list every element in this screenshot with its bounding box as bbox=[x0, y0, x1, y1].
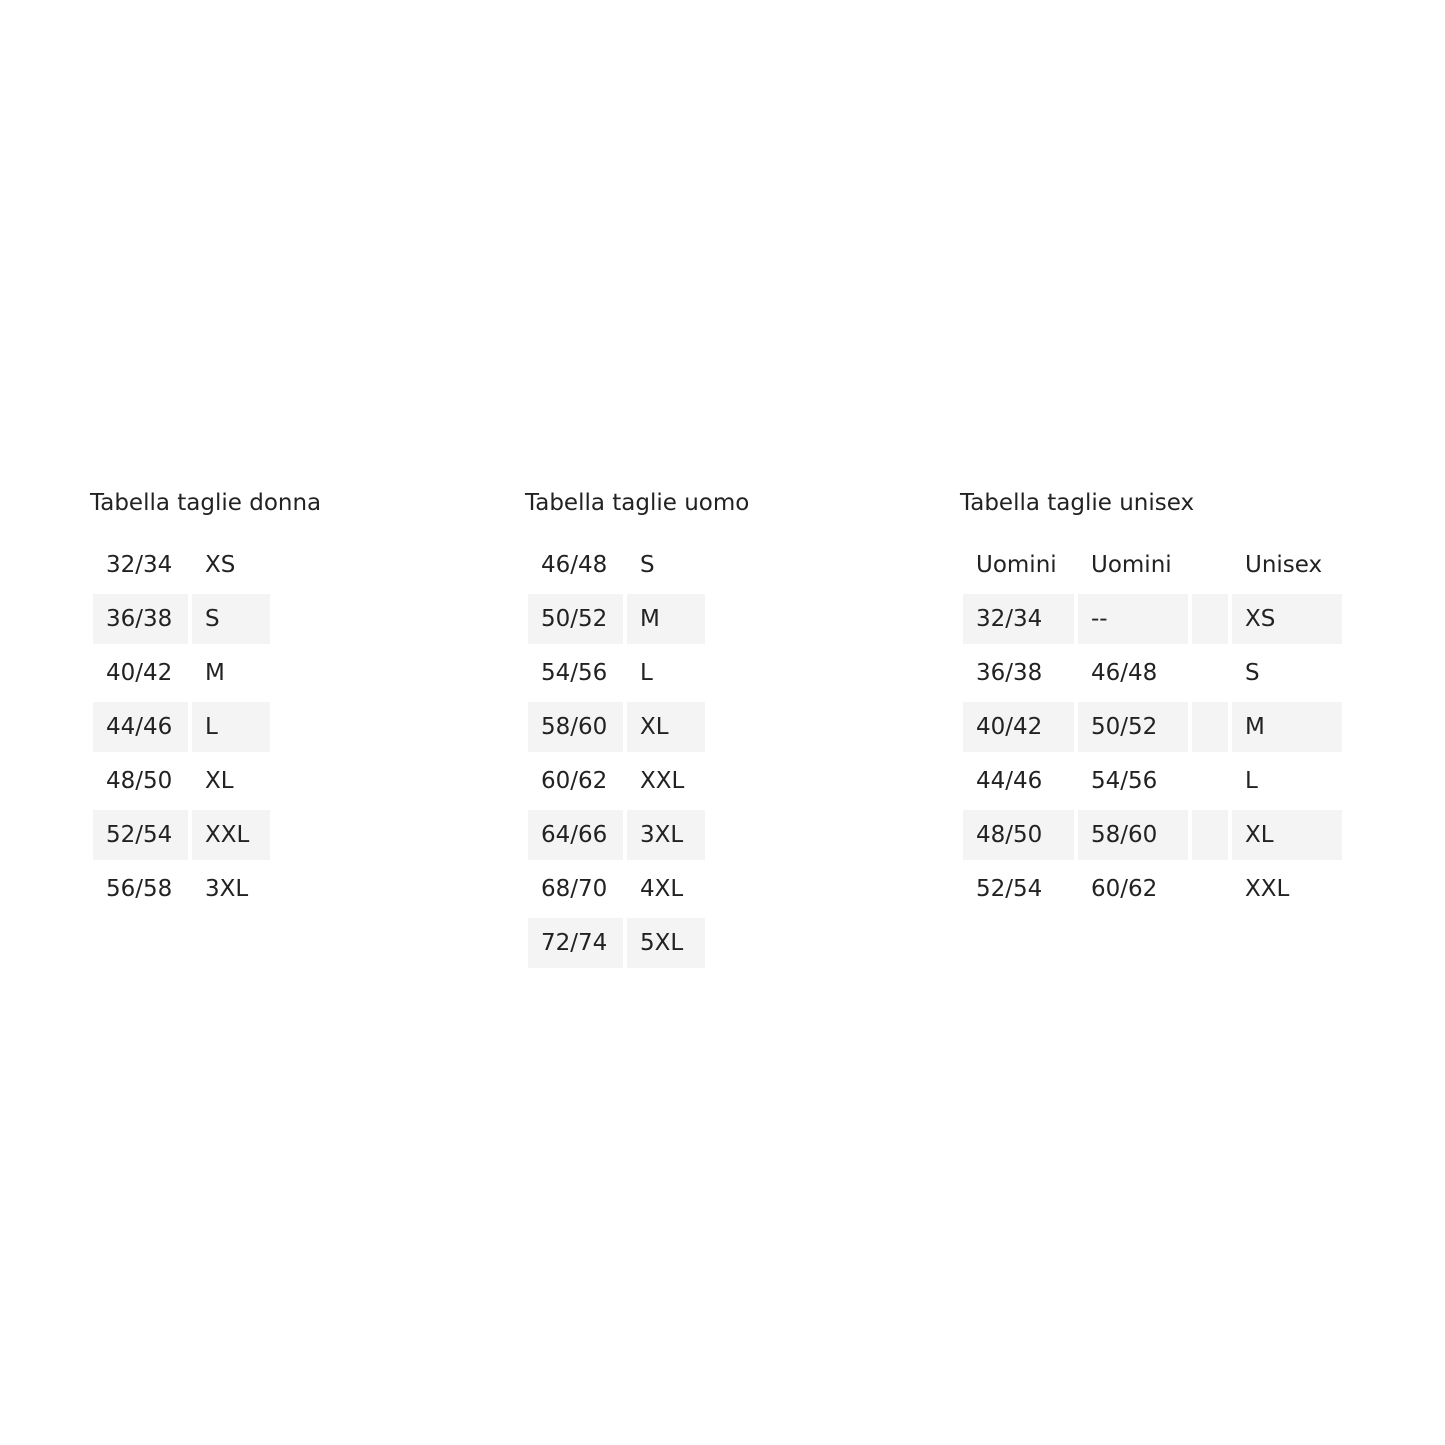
table-cell-it-size: 40/42 bbox=[106, 660, 173, 686]
table-cell-women-size: 36/38 bbox=[976, 660, 1043, 686]
table-cell-it-size: 32/34 bbox=[106, 552, 173, 578]
table-cell-letter-size: S bbox=[192, 594, 270, 644]
table-row bbox=[528, 702, 705, 752]
table-cell-it-size: 60/62 bbox=[541, 768, 608, 794]
table-cell-it-size: 72/74 bbox=[528, 918, 623, 968]
table-cell-empty bbox=[1192, 702, 1228, 752]
section-title-men: Tabella taglie uomo bbox=[525, 490, 750, 516]
table-row bbox=[963, 864, 1342, 914]
table-cell-unisex-size: XS bbox=[1232, 594, 1342, 644]
table-row bbox=[93, 810, 270, 860]
table-header-cell: Uomini bbox=[976, 552, 1057, 578]
table-cell-it-size: 64/66 bbox=[528, 810, 623, 860]
table-cell-it-size: 56/58 bbox=[106, 876, 173, 902]
table-row bbox=[528, 594, 705, 644]
table-cell-women-size: 32/34 bbox=[963, 594, 1074, 644]
size-table-women bbox=[89, 536, 274, 918]
section-title-unisex: Tabella taglie unisex bbox=[960, 490, 1195, 516]
table-cell-it-size: 36/38 bbox=[93, 594, 188, 644]
table-cell-men-size: -- bbox=[1078, 594, 1188, 644]
table-row bbox=[963, 756, 1342, 806]
table-row bbox=[963, 594, 1342, 644]
table-cell-empty bbox=[1192, 756, 1228, 806]
table-row bbox=[93, 540, 270, 590]
table-cell-it-size: 54/56 bbox=[541, 660, 608, 686]
table-cell-unisex-size: XXL bbox=[1245, 876, 1290, 902]
table-row bbox=[963, 648, 1342, 698]
table-row bbox=[528, 648, 705, 698]
table-cell-it-size: 52/54 bbox=[93, 810, 188, 860]
table-cell-it-size: 48/50 bbox=[106, 768, 173, 794]
table-header-cell bbox=[1192, 540, 1228, 590]
table-cell-empty bbox=[1192, 810, 1228, 860]
table-cell-it-size: 44/46 bbox=[93, 702, 188, 752]
table-cell-letter-size: XXL bbox=[640, 768, 685, 794]
table-cell-men-size: 50/52 bbox=[1078, 702, 1188, 752]
table-cell-letter-size: 5XL bbox=[627, 918, 705, 968]
table-cell-it-size: 50/52 bbox=[528, 594, 623, 644]
table-cell-women-size: 48/50 bbox=[963, 810, 1074, 860]
size-chart-women bbox=[90, 486, 321, 918]
table-cell-letter-size: XL bbox=[627, 702, 705, 752]
table-cell-men-size: 60/62 bbox=[1091, 876, 1158, 902]
size-chart-men bbox=[525, 486, 749, 972]
table-cell-letter-size: L bbox=[192, 702, 270, 752]
table-header-row bbox=[963, 540, 1342, 590]
table-cell-letter-size: M bbox=[205, 660, 225, 686]
table-row bbox=[963, 702, 1342, 752]
table-cell-empty bbox=[1192, 648, 1228, 698]
table-row bbox=[93, 648, 270, 698]
table-row bbox=[528, 918, 705, 968]
table-cell-empty bbox=[1192, 594, 1228, 644]
table-row bbox=[528, 810, 705, 860]
table-cell-it-size: 68/70 bbox=[541, 876, 608, 902]
table-cell-women-size: 40/42 bbox=[963, 702, 1074, 752]
table-cell-letter-size: L bbox=[640, 660, 653, 686]
table-row bbox=[93, 864, 270, 914]
table-cell-letter-size: 3XL bbox=[627, 810, 705, 860]
table-cell-letter-size: XS bbox=[205, 552, 236, 578]
table-row bbox=[93, 702, 270, 752]
table-row bbox=[93, 594, 270, 644]
table-cell-unisex-size: L bbox=[1245, 768, 1258, 794]
size-chart-unisex bbox=[960, 486, 1346, 918]
section-title-women: Tabella taglie donna bbox=[90, 490, 322, 516]
table-header-cell: Unisex bbox=[1245, 552, 1323, 578]
table-cell-it-size: 58/60 bbox=[528, 702, 623, 752]
table-cell-men-size: 46/48 bbox=[1091, 660, 1158, 686]
table-cell-it-size: 46/48 bbox=[541, 552, 608, 578]
table-cell-letter-size: XXL bbox=[192, 810, 270, 860]
table-cell-men-size: 58/60 bbox=[1078, 810, 1188, 860]
size-table-unisex bbox=[959, 536, 1346, 918]
table-row bbox=[528, 864, 705, 914]
table-row bbox=[963, 810, 1342, 860]
table-row bbox=[528, 540, 705, 590]
table-cell-unisex-size: S bbox=[1245, 660, 1260, 686]
table-cell-empty bbox=[1192, 864, 1228, 914]
table-cell-women-size: 52/54 bbox=[976, 876, 1043, 902]
table-row bbox=[93, 756, 270, 806]
table-cell-letter-size: 4XL bbox=[640, 876, 684, 902]
table-cell-men-size: 54/56 bbox=[1091, 768, 1158, 794]
table-row bbox=[528, 756, 705, 806]
table-cell-letter-size: M bbox=[627, 594, 705, 644]
table-cell-unisex-size: XL bbox=[1232, 810, 1342, 860]
table-header-cell: Uomini bbox=[1091, 552, 1172, 578]
table-cell-letter-size: 3XL bbox=[205, 876, 249, 902]
table-cell-unisex-size: M bbox=[1232, 702, 1342, 752]
table-cell-women-size: 44/46 bbox=[976, 768, 1043, 794]
size-table-men bbox=[524, 536, 709, 972]
table-cell-letter-size: S bbox=[640, 552, 655, 578]
table-cell-letter-size: XL bbox=[205, 768, 234, 794]
